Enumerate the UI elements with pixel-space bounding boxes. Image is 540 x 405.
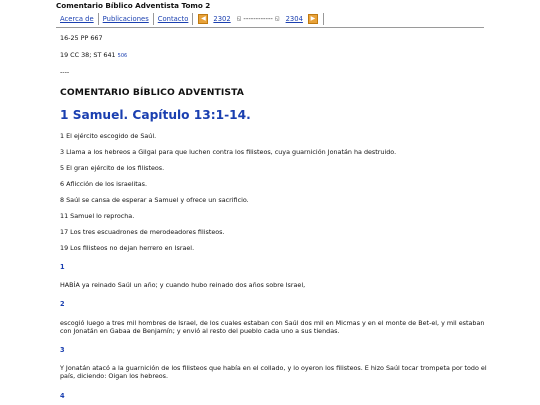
separator-text: ---- (60, 68, 70, 76)
reference-line: 16-25 PP 667 (60, 34, 103, 42)
outline-item: 3 Llama a los hebreos a Gilgal para que luchen contra los filisteos, cuya guarnición Jonatán ha destruido. (60, 148, 397, 156)
verse-number: 3 (60, 346, 65, 354)
outline-item: 11 Samuel lo reprocha. (60, 212, 135, 220)
header-rule (56, 27, 484, 28)
document-title: Comentario Bíblico Adventista Tomo 2 (56, 1, 211, 10)
reference-text: 19 CC 38; ST 641 (60, 51, 116, 59)
outline-item: 19 Los filisteos no dejan herrero en Israel. (60, 244, 195, 252)
top-nav (56, 12, 324, 26)
verse-text: HABÍA ya reinado Saúl un año; y cuando hubo reinado dos años sobre Israel, (60, 281, 306, 289)
page-separator: ------------ (243, 15, 273, 23)
outline-item: 17 Los tres escuadrones de merodeadores filisteos. (60, 228, 225, 236)
nav-publications-link[interactable]: Publicaciones (102, 15, 149, 23)
page-navigator (193, 14, 323, 24)
outline-item: 1 El ejército escogido de Saúl. (60, 132, 157, 140)
outline-item: 6 Aflicción de los israelitas. (60, 180, 148, 188)
verse-number: 1 (60, 263, 65, 271)
verse-number: 2 (60, 300, 65, 308)
verse-text: Y Jonatán atacó a la guarnición de los filisteos que había en el collado, y lo oyeron los filisteos. E hizo Saúl tocar trompeta por todo el país, diciendo: Oigan los hebreos. (60, 364, 487, 380)
verse-number: 4 (60, 392, 65, 400)
reference-line (60, 51, 127, 59)
outline-item: 5 El gran ejército de los filisteos. (60, 164, 165, 172)
chapter-title: 1 Samuel. Capítulo 13:1-14. (60, 108, 251, 122)
nav-contact-link[interactable]: Contacto (157, 15, 189, 23)
top-bar (56, 0, 496, 28)
page-link-icon: ◱ (236, 16, 242, 22)
next-page-link[interactable]: 2304 (285, 15, 303, 23)
prev-page-link[interactable]: 2302 (213, 15, 231, 23)
page-marker-link[interactable]: 506 (117, 53, 128, 59)
book-heading: COMENTARIO BÍBLICO ADVENTISTA (60, 87, 244, 98)
next-arrow-icon[interactable]: ▶ (308, 14, 318, 24)
nav-about-link[interactable]: Acerca de (60, 15, 94, 23)
page-link-icon: ◱ (274, 16, 280, 22)
nav-divider (323, 13, 324, 25)
outline-item: 8 Saúl se cansa de esperar a Samuel y ofrece un sacrificio. (60, 196, 249, 204)
prev-arrow-icon[interactable]: ◀ (198, 14, 208, 24)
verse-text: escogió luego a tres mil hombres de Israel, de los cuales estaban con Saúl dos mil en Micmas y en el monte de Bet-el, y mil estaban con Jonatán en Gabaa de Benjamín; y envió al resto del pueblo cada uno a sus tiendas. (60, 319, 485, 335)
